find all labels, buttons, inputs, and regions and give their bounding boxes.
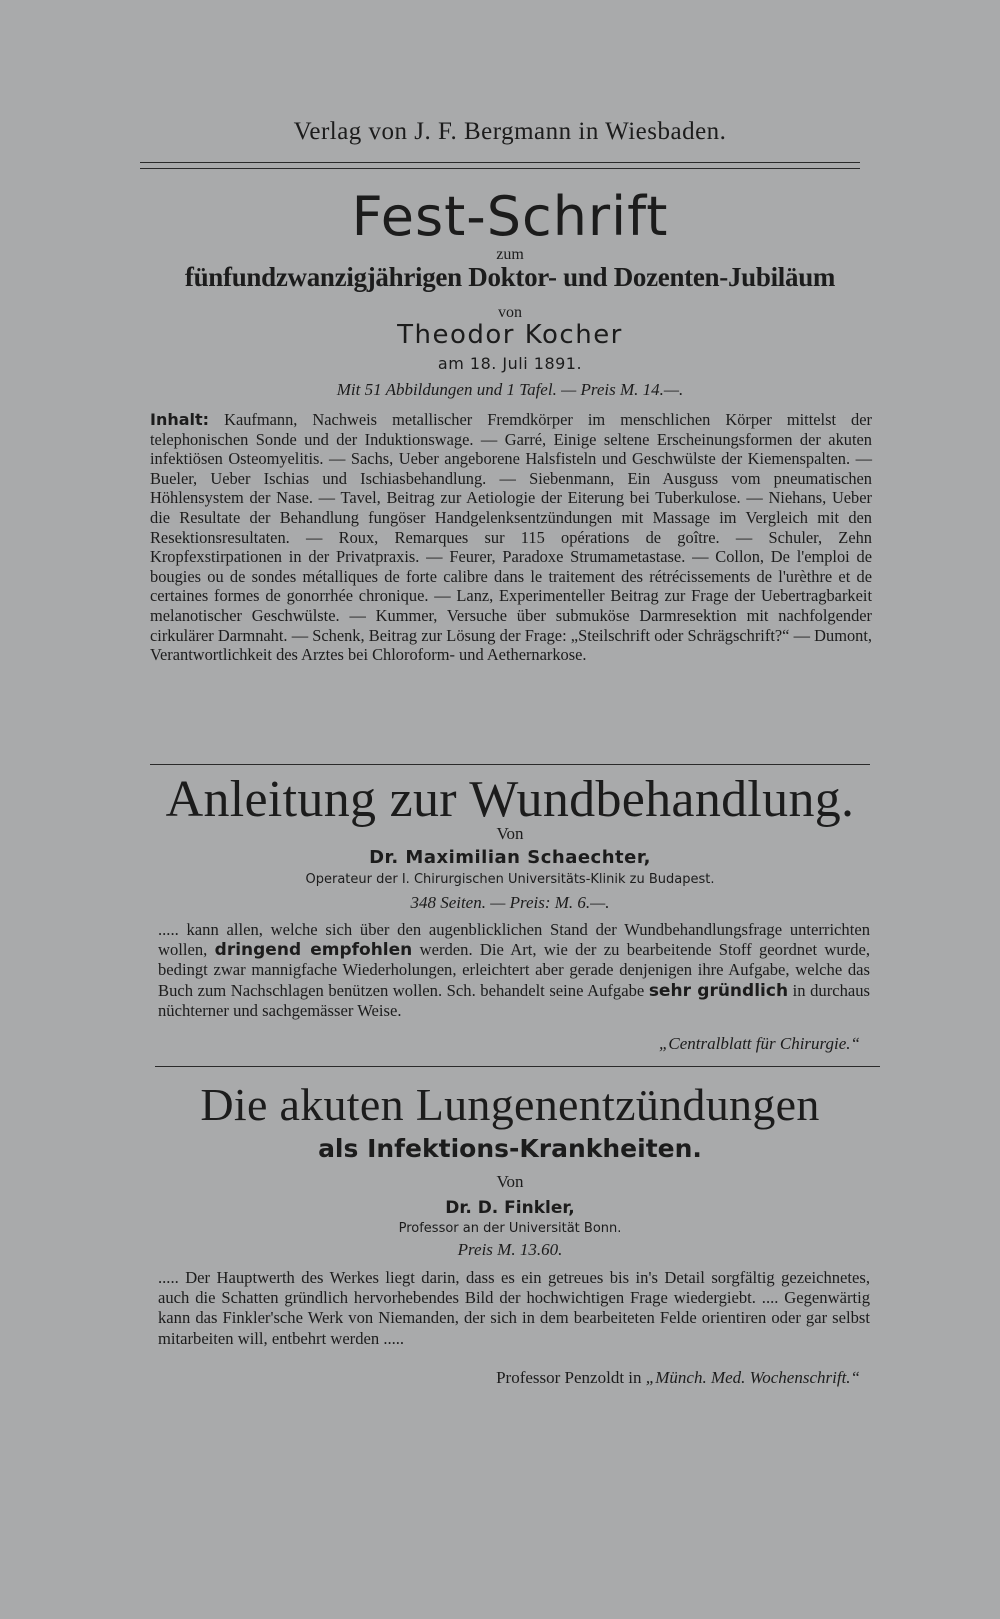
book3-info: Preis M. 13.60. bbox=[457, 1240, 563, 1259]
book2-author: Dr. Maximilian Schaechter, bbox=[369, 847, 651, 868]
book1-zum: zum bbox=[496, 246, 524, 263]
review-text-mid: werden. Die Art, wie der zu bearbeitende Stoff geordnet wurde, bedingt zwar mannigfache Wiederholungen, erleichtert aber gerade denjenigen ihre Aufgabe, welche das Buch zum Nachschlagen benützen wollen. Sch. behandelt seine Aufgabe bbox=[158, 940, 871, 1000]
book1-von: von bbox=[498, 304, 522, 321]
book1-title: Fest-Schrift bbox=[351, 185, 669, 248]
section-divider-1 bbox=[150, 764, 870, 765]
book3-subtitle: als Infektions-Krankheiten. bbox=[318, 1134, 702, 1163]
book1-contents bbox=[150, 410, 872, 665]
review-emphasis-1: dringend empfohlen bbox=[214, 940, 413, 961]
book3-affiliation: Professor an der Universität Bonn. bbox=[398, 1221, 622, 1236]
book2-von: Von bbox=[496, 824, 524, 843]
contents-text: Kaufmann, Nachweis metallischer Fremdkörper im menschlichen Körper mittelst der telephonischen Sonde und der Induktionswage. — Garré, Einige seltene Erscheinungsformen der akuten infektiösen Osteomyelitis. — Sachs, Ueber angeborene Halsfisteln und Geschwülste der Kiemenspalten. — Bueler, Ueber Ischias und Ischiasbehandlung. — Siebenmann, Ein Ausguss vom pneumatischen Höhlensystem der Nase. — Tavel, Beitrag zur Aetiologie der Eiterung bei Tuberkulose. — Niehans, Ueber die Resultate der Behandlung fungöser Handgelenksentzündungen mit Massage im Vergleich mit den Resektionsresultaten. — Roux, Remarques sur 115 opérations de goître. — Schuler, Zehn Kropfexstirpationen in der Privatpraxis. — Feurer, Paradoxe Strumametastase. — Collon, De l'emploi de bougies ou de sondes métalliques de forte calibre dans le traitement des rétrécissements de l'urèthre et de certaines formes de gonorrhée chronique. — Lanz, Experimenteller Beitrag zur Frage der Uebertragbarkeit melanotischer Geschwülste. — Kummer, Versuche über submuköse Darmresektion mit nachfolgender cirkulärer Darmnaht. — Schenk, Beitrag zur Lösung der Frage: „Steilschrift oder Schrägschrift?“ — Dumont, Verantwortlichkeit des Arztes bei Chloroform- und Aethernarkose. bbox=[150, 410, 872, 665]
review-text-start: ..... kann allen, welche sich über den augenblicklichen Stand der Wundbehandlungsfrage unterrichten wollen, bbox=[158, 920, 870, 960]
book2-citation: „Centralblatt für Chirurgie.“ bbox=[658, 1034, 860, 1053]
book2-info: 348 Seiten. — Preis: M. 6.—. bbox=[410, 893, 610, 912]
book2-affiliation: Operateur der I. Chirurgischen Universitäts-Klinik zu Budapest. bbox=[305, 872, 715, 887]
publisher-line: Verlag von J. F. Bergmann in Wiesbaden. bbox=[293, 118, 727, 145]
book1-subtitle: fünfundzwanzigjährigen Doktor- und Dozenten-Jubiläum bbox=[184, 262, 836, 292]
book3-author: Dr. D. Finkler, bbox=[445, 1198, 575, 1218]
book3-title: Die akuten Lungenentzündungen bbox=[200, 1079, 820, 1130]
double-rule-divider bbox=[140, 162, 860, 169]
section-divider-2 bbox=[155, 1066, 880, 1067]
book1-info: Mit 51 Abbildungen und 1 Tafel. — Preis M. 14.—. bbox=[336, 380, 684, 399]
review-text-end: in durchaus nüchterner und sachgemässer Weise. bbox=[158, 980, 870, 1020]
book3-review: ..... Der Hauptwerth des Werkes liegt darin, dass es ein getreues bis in's Detail sorgfältig gezeichnetes, auch die Schatten gründlich hervorhebendes Bild der hochwichtigen Frage wiedergiebt. .... Gegenwärtig kann das Finkler'sche Werk von Niemanden, der sich in dem bearbeiteten Felde orientiren oder gar selbst mitarbeiten will, entbehrt werden ..... bbox=[158, 1268, 870, 1348]
book2-review bbox=[158, 920, 870, 1021]
book2-title: Anleitung zur Wundbehandlung. bbox=[165, 771, 855, 828]
book1-date: am 18. Juli 1891. bbox=[437, 354, 583, 373]
citation-source: „Münch. Med. Wochenschrift.“ bbox=[645, 1368, 860, 1387]
citation-prefix: Professor Penzoldt in bbox=[496, 1368, 642, 1387]
book3-von: Von bbox=[496, 1172, 524, 1191]
book1-author: Theodor Kocher bbox=[397, 320, 623, 350]
contents-label: Inhalt: bbox=[150, 410, 210, 429]
book3-citation bbox=[496, 1368, 860, 1388]
review-emphasis-2: sehr gründlich bbox=[648, 980, 789, 1001]
